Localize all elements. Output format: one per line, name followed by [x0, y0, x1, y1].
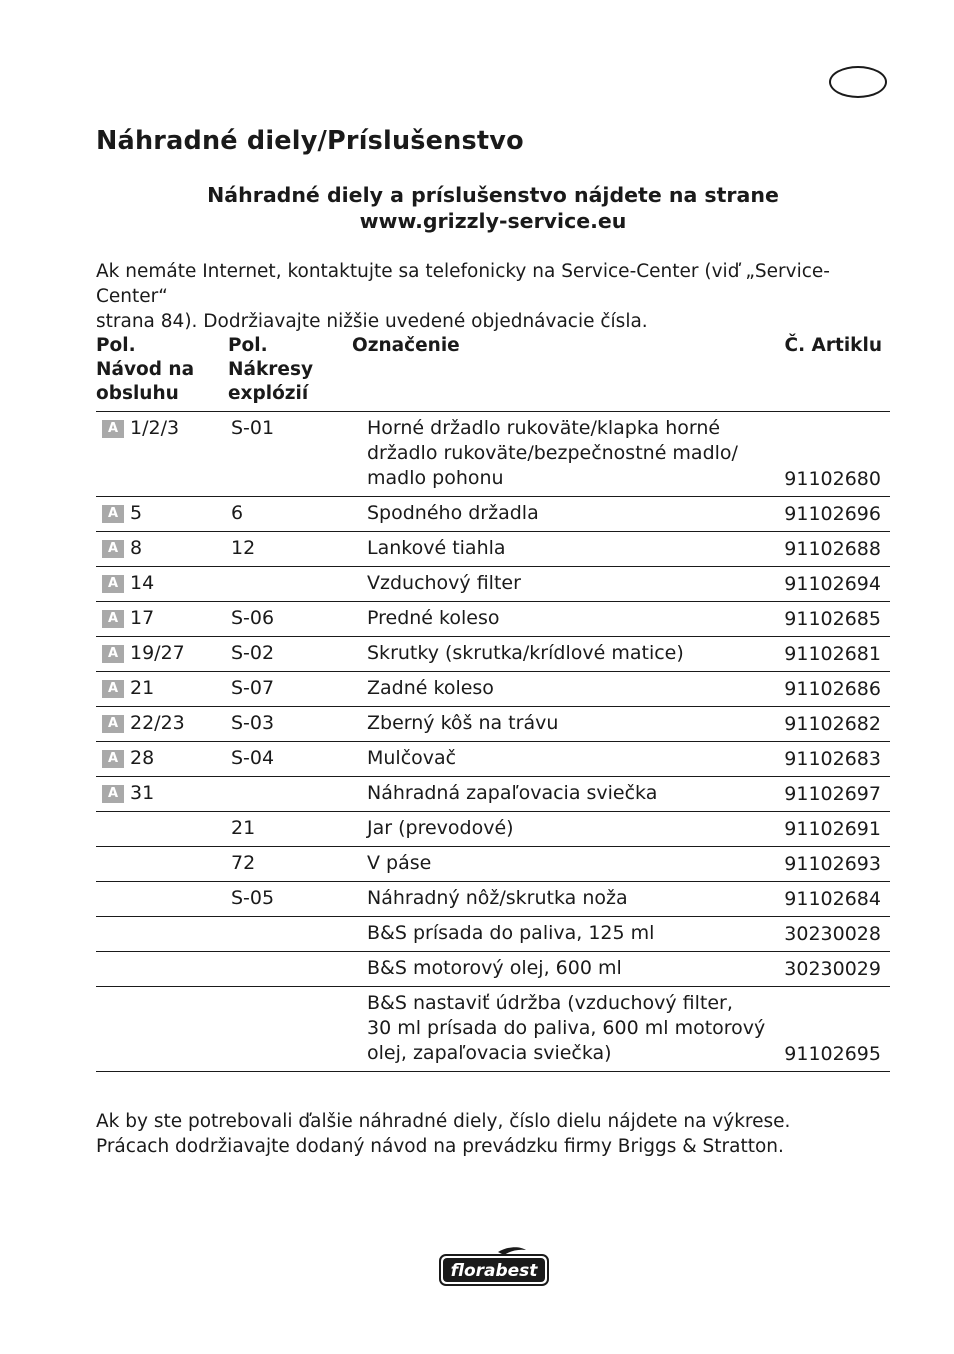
table-row [96, 882, 890, 917]
figure-badge: A [102, 575, 124, 593]
row-description-line: Zadné koleso [367, 677, 494, 699]
table-row [96, 742, 890, 777]
row-description [367, 676, 767, 701]
figure-badge: A [102, 785, 124, 803]
row-position-drawing: 72 [231, 852, 256, 874]
row-article-number: 91102683 [784, 748, 881, 770]
row-description-line: Jar (prevodové) [367, 817, 514, 839]
row-description-line: V páse [367, 852, 432, 874]
footnote-line-2: Prácach dodržiavajte dodaný návod na prevádzku firmy Briggs & Stratton. [96, 1136, 784, 1157]
row-description-line: Horné držadlo rukoväte/klapka horné [367, 417, 721, 439]
row-position-manual-text: 31 [130, 782, 155, 804]
row-position-manual-text: 28 [130, 747, 155, 769]
row-position-manual-text: 21 [130, 677, 155, 699]
intro-paragraph [96, 259, 886, 334]
row-position-manual-text: 17 [130, 607, 155, 629]
subtitle-url: www.grizzly-service.eu [359, 209, 627, 233]
row-position-manual [102, 536, 142, 561]
intro-line-1: Ak nemáte Internet, kontaktujte sa telefonicky na Service-Center (viď „Service-Center“ [96, 261, 830, 307]
table-row [96, 602, 890, 637]
row-position-drawing: S-02 [231, 642, 275, 664]
header-article-number: Č. Artiklu [784, 335, 882, 356]
row-article-number: 91102694 [784, 573, 881, 595]
table-row [96, 777, 890, 812]
table-row [96, 847, 890, 882]
row-description [367, 921, 767, 946]
footnote-line-1: Ak by ste potrebovali ďalšie náhradné diely, číslo dielu nájdete na výkrese. [96, 1111, 791, 1132]
row-article-number: 91102697 [784, 783, 881, 805]
row-description-line: Vzduchový filter [367, 572, 521, 594]
table-row [96, 412, 890, 497]
row-description-line: Mulčovač [367, 747, 457, 769]
row-position-drawing: 21 [231, 817, 256, 839]
row-position-drawing: S-01 [231, 417, 275, 439]
row-position-manual [102, 571, 154, 596]
row-article-number: 91102684 [784, 888, 881, 910]
row-position-drawing: S-06 [231, 607, 275, 629]
row-description-line: Zberný kôš na trávu [367, 712, 559, 734]
row-description [367, 956, 767, 981]
header-pos-manual-line: obsluhu [96, 383, 179, 404]
figure-badge: A [102, 680, 124, 698]
intro-line-2: strana 84). Dodržiavajte nižšie uvedené objednávacie čísla. [96, 311, 648, 332]
row-description-line: Predné koleso [367, 607, 500, 629]
row-description-line: madlo pohonu [367, 467, 504, 489]
figure-badge: A [102, 505, 124, 523]
row-article-number: 30230028 [784, 923, 881, 945]
row-description-line: B&S motorový olej, 600 ml [367, 957, 622, 979]
row-article-number: 91102691 [784, 818, 881, 840]
row-description-line: Náhradný nôž/skrutka noža [367, 887, 628, 909]
row-position-manual-text: 8 [130, 537, 143, 559]
row-article-number: 91102682 [784, 713, 881, 735]
row-description-line: Spodného držadla [367, 502, 539, 524]
row-article-number: 91102685 [784, 608, 881, 630]
row-position-manual [102, 676, 154, 701]
row-description [367, 501, 767, 526]
row-description-line: držadlo rukoväte/bezpečnostné madlo/ [367, 442, 738, 464]
language-indicator-oval [829, 66, 887, 98]
row-position-manual-text: 1/2/3 [130, 417, 180, 439]
row-position-manual [102, 606, 154, 631]
row-position-manual [102, 501, 142, 526]
row-description-line: Skrutky (skrutka/krídlové matice) [367, 642, 684, 664]
row-description-line: B&S prísada do paliva, 125 ml [367, 922, 655, 944]
parts-table [96, 411, 890, 1072]
row-position-manual-text: 22/23 [130, 712, 185, 734]
row-article-number: 30230029 [784, 958, 881, 980]
header-pos-manual-line: Pol. [96, 335, 136, 356]
figure-badge: A [102, 420, 124, 438]
header-pos-drawing-line: explózií [228, 383, 309, 404]
subtitle [96, 182, 890, 234]
row-position-drawing: S-07 [231, 677, 275, 699]
table-row [96, 497, 890, 532]
florabest-logo [438, 1246, 550, 1288]
row-description [367, 816, 767, 841]
row-description [367, 851, 767, 876]
row-description [367, 746, 767, 771]
table-row [96, 637, 890, 672]
row-position-drawing: S-03 [231, 712, 275, 734]
row-description [367, 711, 767, 736]
row-description-line: 30 ml prísada do paliva, 600 ml motorový [367, 1017, 766, 1039]
row-position-manual [102, 711, 185, 736]
row-description-line: olej, zapaľovacia sviečka) [367, 1042, 612, 1064]
row-description-line: B&S nastaviť údržba (vzduchový filter, [367, 992, 733, 1014]
row-description-line: Lankové tiahla [367, 537, 506, 559]
row-description-line: Náhradná zapaľovacia sviečka [367, 782, 658, 804]
row-article-number: 91102680 [784, 468, 881, 490]
row-article-number: 91102688 [784, 538, 881, 560]
table-row [96, 952, 890, 987]
figure-badge: A [102, 610, 124, 628]
figure-badge: A [102, 540, 124, 558]
row-description [367, 886, 767, 911]
table-row [96, 532, 890, 567]
table-row [96, 812, 890, 847]
table-row [96, 917, 890, 952]
figure-badge: A [102, 715, 124, 733]
header-pos-drawing-line: Nákresy [228, 359, 314, 380]
page-title: Náhradné diely/Príslušenstvo [96, 126, 524, 156]
table-row [96, 707, 890, 742]
figure-badge: A [102, 645, 124, 663]
row-article-number: 91102686 [784, 678, 881, 700]
footnote [96, 1109, 886, 1159]
row-description [367, 991, 767, 1066]
header-pos-drawing [228, 334, 313, 406]
row-position-manual-text: 19/27 [130, 642, 185, 664]
table-row [96, 567, 890, 602]
header-pos-manual [96, 334, 194, 406]
subtitle-line-1: Náhradné diely a príslušenstvo nájdete na strane [207, 183, 779, 207]
figure-badge: A [102, 750, 124, 768]
row-position-drawing: S-05 [231, 887, 275, 909]
row-description [367, 571, 767, 596]
row-position-drawing: 12 [231, 537, 256, 559]
row-position-manual [102, 781, 154, 806]
row-position-manual [102, 746, 154, 771]
row-position-manual [102, 416, 179, 441]
row-description [367, 781, 767, 806]
row-position-manual [102, 641, 185, 666]
row-position-manual-text: 14 [130, 572, 155, 594]
header-pos-drawing-line: Pol. [228, 335, 268, 356]
table-row [96, 672, 890, 707]
row-position-drawing: S-04 [231, 747, 275, 769]
florabest-logo-graphic [438, 1246, 550, 1288]
row-article-number: 91102693 [784, 853, 881, 875]
row-description [367, 641, 767, 666]
table-row [96, 987, 890, 1072]
row-description [367, 536, 767, 561]
row-position-drawing: 6 [231, 502, 244, 524]
row-description [367, 416, 767, 491]
row-article-number: 91102681 [784, 643, 881, 665]
header-pos-manual-line: Návod na [96, 359, 195, 380]
row-description [367, 606, 767, 631]
row-article-number: 91102695 [784, 1043, 881, 1065]
header-description: Označenie [352, 335, 460, 356]
row-position-manual-text: 5 [130, 502, 143, 524]
row-article-number: 91102696 [784, 503, 881, 525]
logo-text: florabest [450, 1261, 538, 1281]
